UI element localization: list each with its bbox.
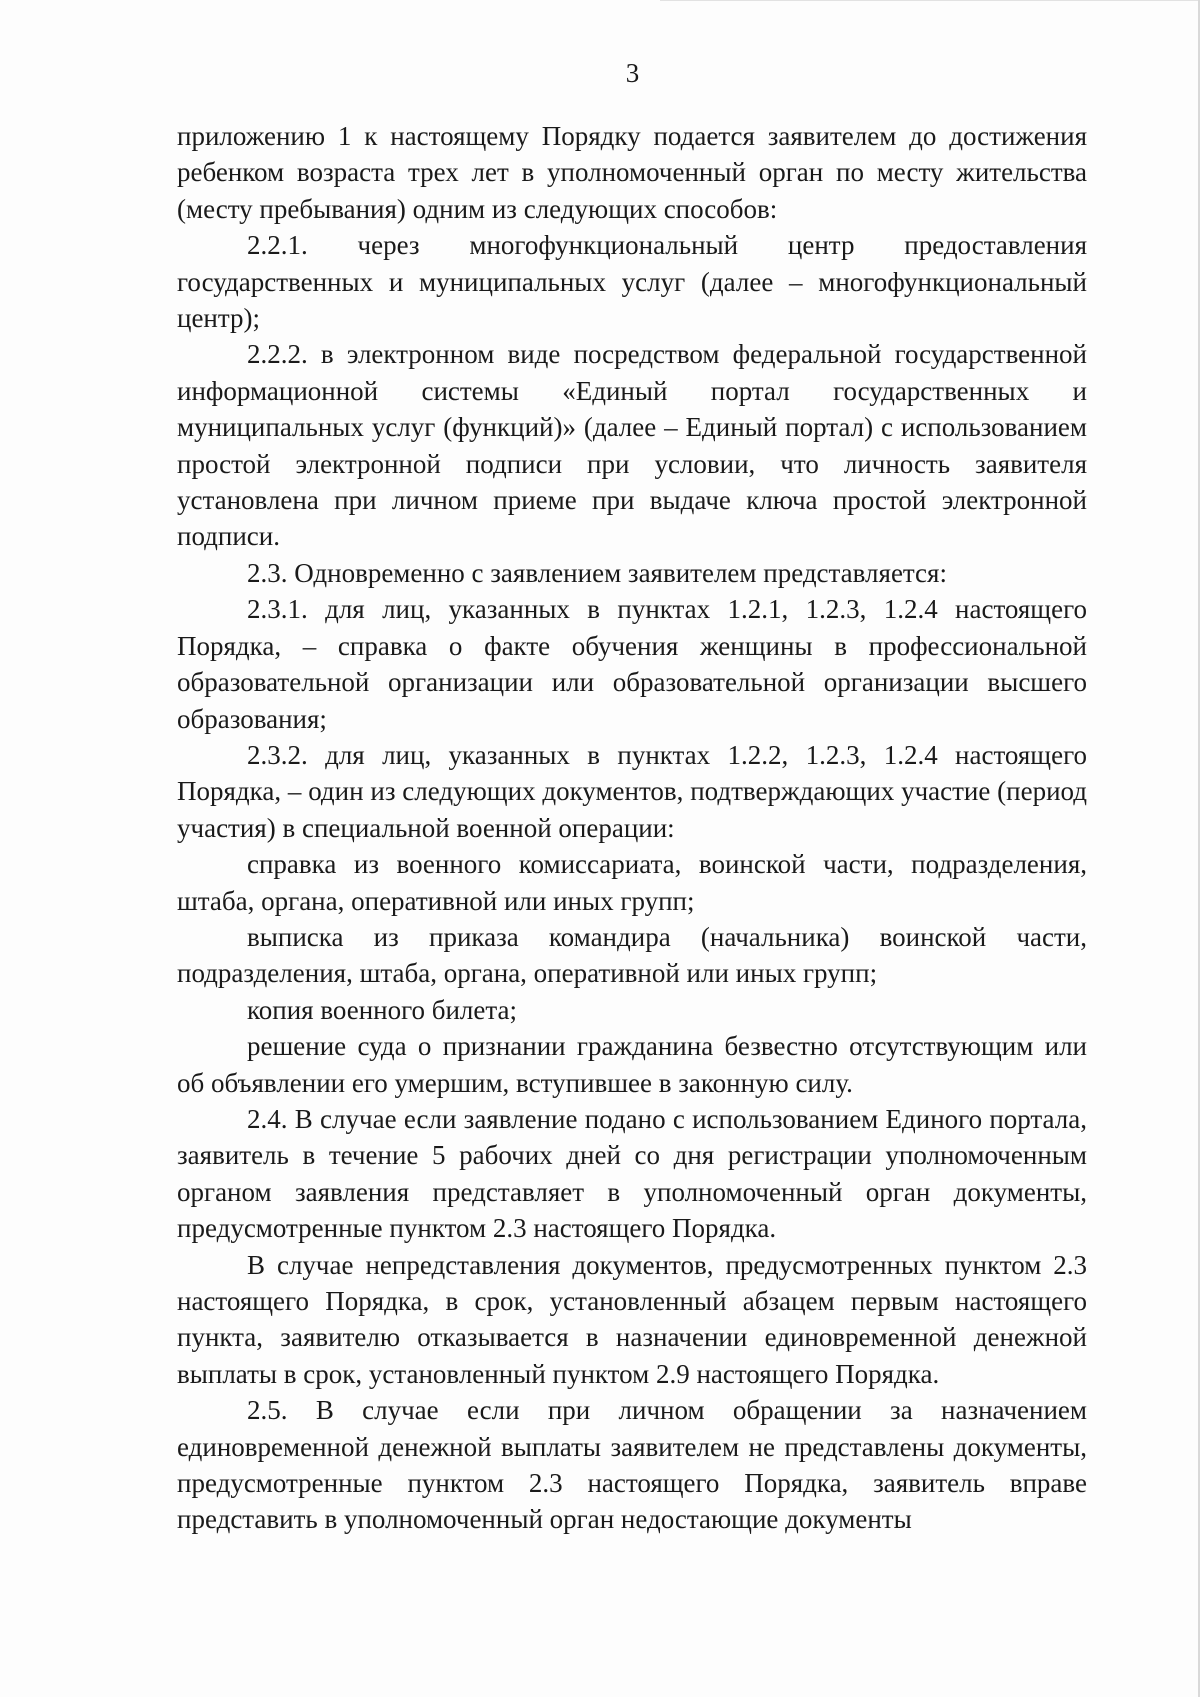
paragraph-2-3-1: 2.3.1. для лиц, указанных в пунктах 1.2.1, 1.2.3, 1.2.4 настоящего Порядка, – справка о факте обучения женщины в профессиональной образовательной организации или образовательной организации высшего образования; — [177, 594, 1087, 734]
scan-edge-top — [660, 0, 1200, 1]
document-body — [177, 118, 1087, 1538]
paragraph-2-2-1: 2.2.1. через многофункциональный центр предоставления государственных и муниципальных услуг (далее – многофункциональный центр); — [177, 230, 1087, 334]
paragraph-2-3-2: 2.3.2. для лиц, указанных в пунктах 1.2.2, 1.2.3, 1.2.4 настоящего Порядка, – один из следующих документов, подтверждающих участие (период участия) в специальной военной операции: — [177, 739, 1087, 843]
paragraph-2-3: 2.3. Одновременно с заявлением заявителем представляется: — [247, 557, 947, 588]
paragraph-continuation: приложению 1 к настоящему Порядку подается заявителем до достижения ребенком возраста трех лет в уполномоченный орган по месту жительства (месту пребывания) одним из следующих способов: — [177, 121, 1087, 224]
paragraph-2-4-second: В случае непредставления документов, предусмотренных пунктом 2.3 настоящего Порядка, в срок, установленный абзацем первым настоящего пункта, заявителю отказывается в назначении единовременной денежной выплаты в срок, установленный пунктом 2.9 настоящего Порядка. — [177, 1249, 1087, 1389]
page-number: 3 — [625, 58, 640, 88]
paragraph-2-2-2: 2.2.2. в электронном виде посредством федеральной государственной информационной системы «Единый портал государственных и муниципальных услуг (функций)» (далее – Единый портал) с использованием простой электронной подписи при условии, что личность заявителя установлена при личном приеме при выдаче ключа простой электронной подписи. — [177, 339, 1087, 552]
list-item-certificate: справка из военного комиссариата, воинской части, подразделения, штаба, органа, оперативной или иных групп; — [177, 849, 1087, 916]
list-item-court-decision: решение суда о признании гражданина безвестно отсутствующим или об объявлении его умершим, вступившее в законную силу. — [177, 1031, 1087, 1098]
list-item-order-extract: выписка из приказа командира (начальника) воинской части, подразделения, штаба, органа, оперативной или иных групп; — [177, 921, 1087, 989]
list-item-military-id-copy: копия военного билета; — [247, 994, 517, 1025]
paragraph-2-5: 2.5. В случае если при личном обращении за назначением единовременной денежной выплаты заявителем не представлены документы, предусмотренные пунктом 2.3 настоящего Порядка, заявитель вправе представить в уполномоченный орган недостающие документы — [177, 1395, 1087, 1535]
paragraph-2-4: 2.4. В случае если заявление подано с использованием Единого портала, заявитель в течение 5 рабочих дней со дня регистрации уполномоченным органом заявления представляет в уполномоченный орган документы, предусмотренные пунктом 2.3 настоящего Порядка. — [177, 1103, 1087, 1244]
